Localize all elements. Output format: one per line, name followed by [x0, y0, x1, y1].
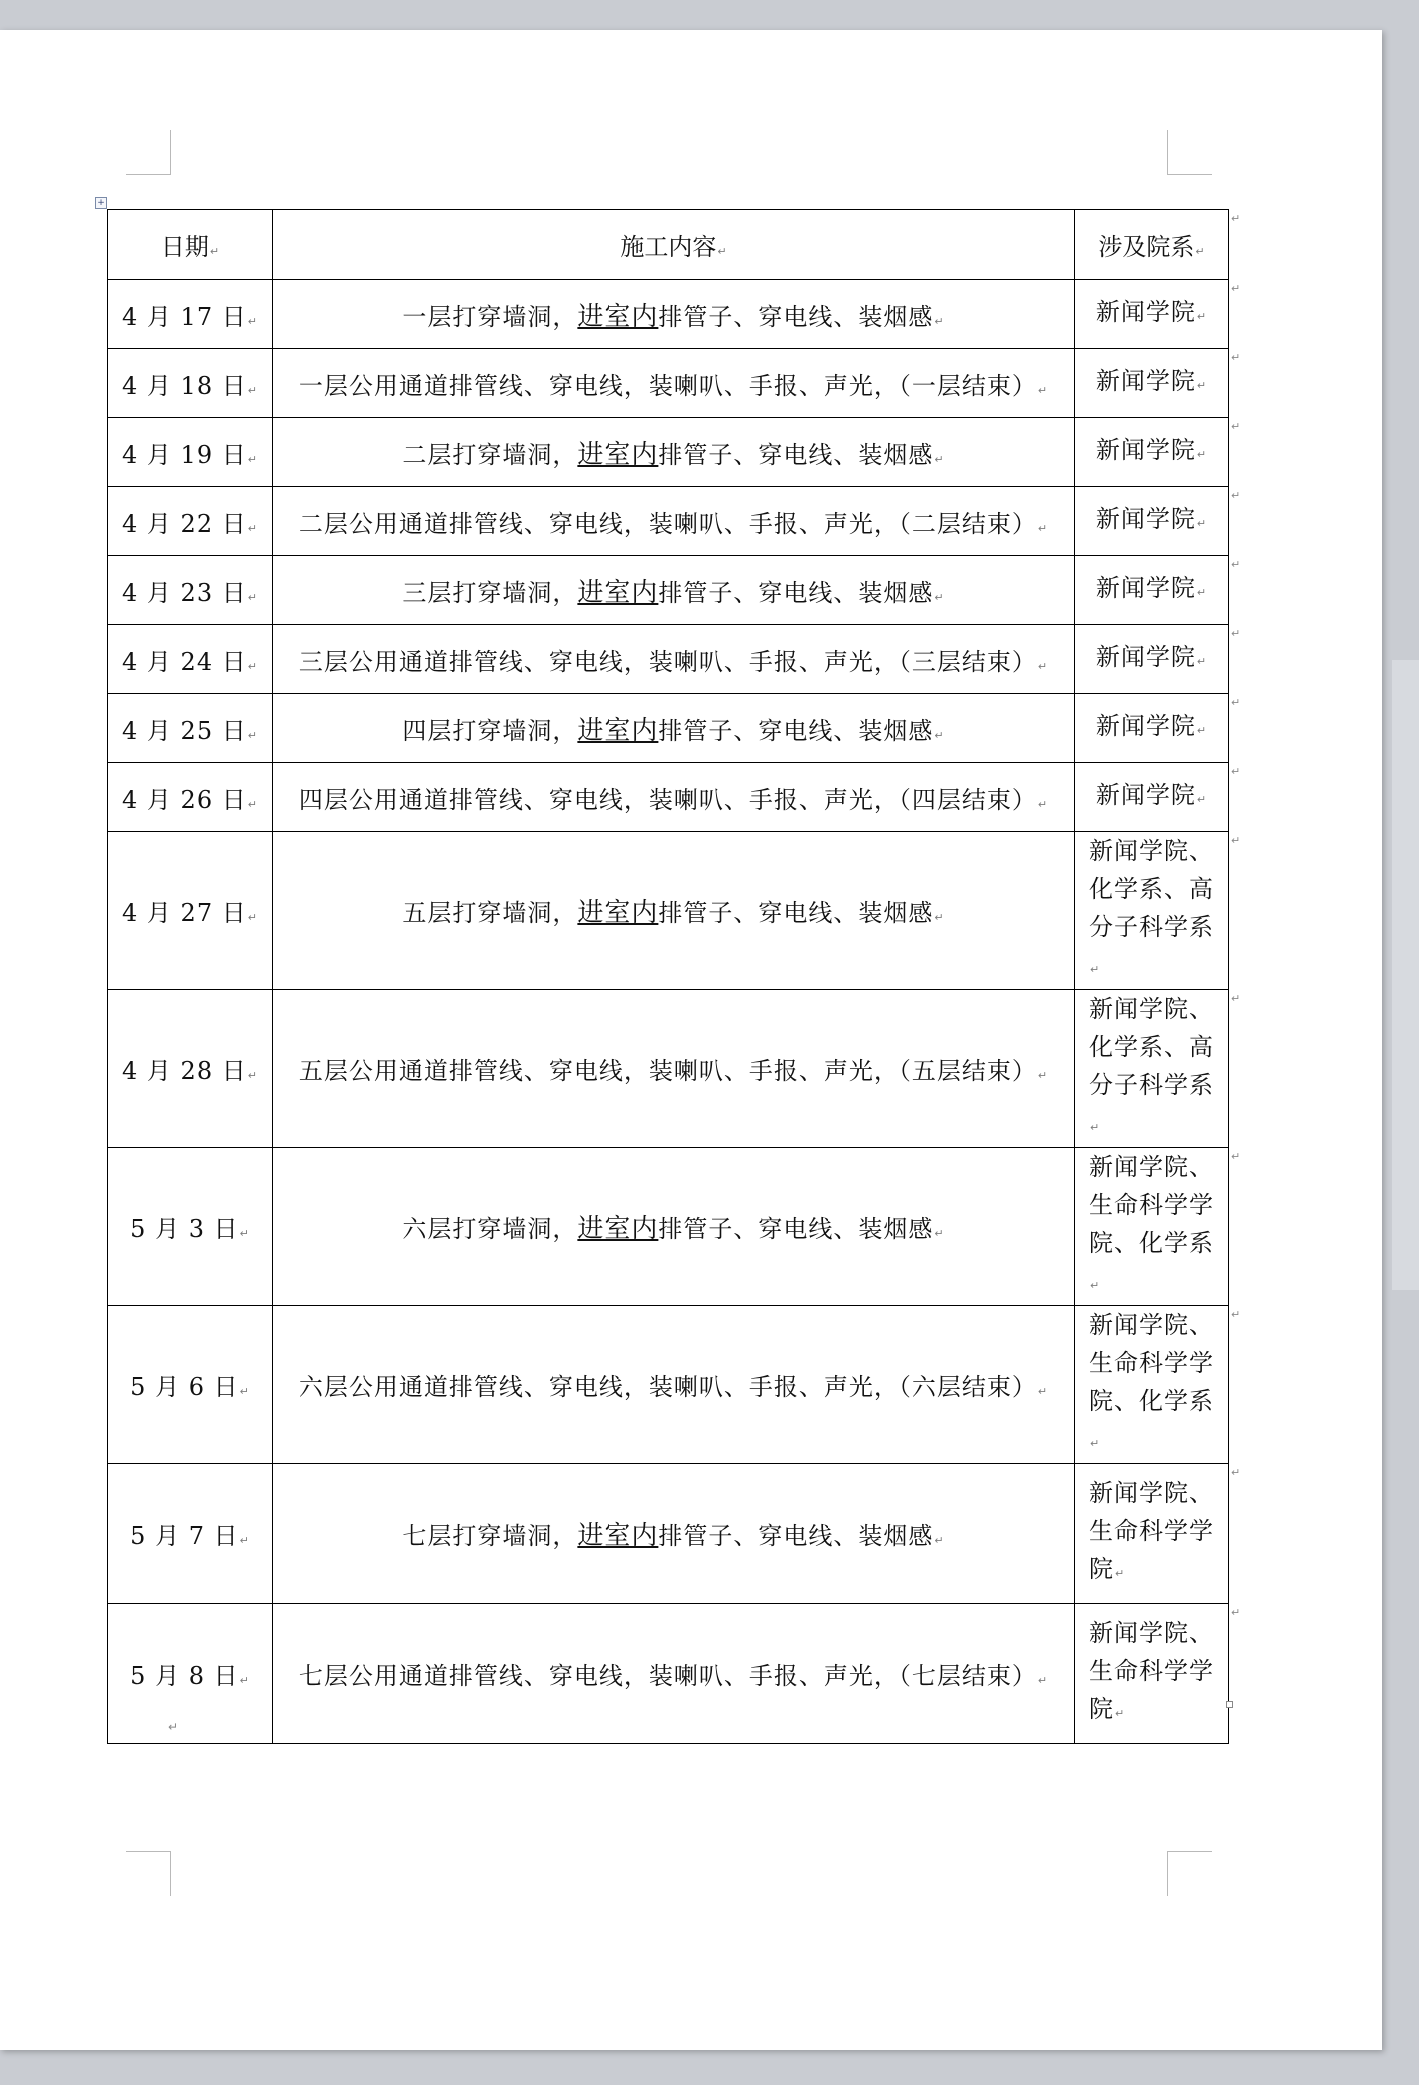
content-cell — [273, 625, 1075, 694]
row-end-mark: ↵ — [1231, 350, 1241, 364]
paragraph-mark: ↵ — [1196, 309, 1208, 323]
date-cell — [108, 280, 273, 349]
table-row — [108, 1148, 1229, 1306]
content-text: 六层公用通道排管线、穿电线，装喇叭、手报、声光，（六层结束） — [298, 1373, 1037, 1401]
row-end-mark: ↵ — [1231, 695, 1241, 709]
date-text: 4 月 18 日 — [122, 371, 247, 400]
departments-cell — [1075, 418, 1229, 487]
content-cell — [273, 1464, 1075, 1604]
departments-cell — [1075, 1306, 1229, 1464]
content-underlined-text: 进室内 — [577, 1214, 659, 1244]
paragraph-mark: ↵ — [247, 314, 258, 328]
paragraph-mark: ↵ — [934, 314, 945, 328]
paragraph-mark: ↵ — [247, 521, 258, 535]
departments-text: 新闻学院 — [1095, 642, 1196, 671]
date-text: 5 月 3 日 — [130, 1215, 239, 1243]
paragraph-mark: ↵ — [239, 1534, 250, 1547]
crop-mark-top-left — [126, 130, 171, 175]
content-cell — [273, 694, 1075, 763]
content-text: 三层公用通道排管线、穿电线，装喇叭、手报、声光，（三层结束） — [298, 647, 1037, 676]
content-cell — [273, 1604, 1075, 1744]
content-underlined-text: 进室内 — [577, 301, 659, 332]
row-end-mark: ↵ — [1231, 281, 1241, 295]
paragraph-mark: ↵ — [934, 452, 945, 466]
departments-text: 新闻学院 — [1095, 504, 1196, 533]
paragraph-mark: ↵ — [247, 590, 258, 604]
departments-cell — [1075, 990, 1229, 1148]
content-text: 四层打穿墙洞， — [402, 716, 578, 745]
paragraph-mark: ↵ — [1090, 1279, 1101, 1292]
content-cell — [273, 418, 1075, 487]
date-cell — [108, 418, 273, 487]
table-row — [108, 556, 1229, 625]
row-end-mark: ↵ — [1231, 1605, 1241, 1619]
content-cell — [273, 556, 1075, 625]
table-row — [108, 625, 1229, 694]
row-end-mark: ↵ — [1231, 1149, 1241, 1163]
paragraph-mark: ↵ — [1196, 792, 1208, 806]
date-text: 5 月 6 日 — [130, 1373, 239, 1401]
paragraph-mark: ↵ — [1037, 659, 1049, 673]
paragraph-mark: ↵ — [1115, 1567, 1126, 1580]
content-underlined-text: 进室内 — [577, 1521, 659, 1551]
paragraph-mark: ↵ — [247, 728, 258, 742]
departments-text: 新闻学院、生命科学学院 — [1089, 1619, 1214, 1723]
content-text: 四层公用通道排管线、穿电线，装喇叭、手报、声光，（四层结束） — [298, 785, 1037, 814]
departments-cell — [1075, 1604, 1229, 1744]
paragraph-mark: ↵ — [1037, 383, 1049, 397]
table-row — [108, 990, 1229, 1148]
date-text: 4 月 24 日 — [122, 647, 247, 676]
row-end-mark: ↵ — [1231, 764, 1241, 778]
date-cell — [108, 990, 273, 1148]
paragraph-mark: ↵ — [1115, 1707, 1126, 1720]
date-text: 5 月 7 日 — [130, 1522, 239, 1550]
content-text: 七层打穿墙洞， — [402, 1522, 578, 1550]
date-cell — [108, 1464, 273, 1604]
content-cell — [273, 487, 1075, 556]
date-cell — [108, 1306, 273, 1464]
paragraph-mark: ↵ — [1037, 1385, 1049, 1398]
paragraph-mark: ↵ — [934, 1534, 945, 1547]
table-row — [108, 763, 1229, 832]
departments-text: 新闻学院、生命科学学院、化学系 — [1089, 1311, 1214, 1415]
paragraph-mark: ↵ — [1196, 585, 1208, 599]
content-text: 六层打穿墙洞， — [402, 1215, 578, 1243]
paragraph-mark: ↵ — [934, 728, 945, 742]
content-text: 二层打穿墙洞， — [402, 440, 578, 469]
date-cell — [108, 1148, 273, 1306]
content-text-tail: 排管子、穿电线、装烟感 — [658, 716, 934, 745]
date-cell — [108, 556, 273, 625]
content-cell — [273, 763, 1075, 832]
content-cell — [273, 832, 1075, 990]
departments-text: 新闻学院 — [1095, 711, 1196, 740]
date-cell — [108, 694, 273, 763]
table-row — [108, 280, 1229, 349]
table-resize-handle[interactable] — [1226, 1701, 1233, 1708]
date-text: 4 月 23 日 — [122, 578, 247, 607]
paragraph-mark: ↵ — [934, 1227, 945, 1240]
header-departments: 涉及院系↵ — [1075, 210, 1229, 280]
table-row — [108, 418, 1229, 487]
paragraph-mark: ↵ — [247, 383, 258, 397]
departments-cell — [1075, 1464, 1229, 1604]
departments-cell — [1075, 694, 1229, 763]
table-move-handle-icon[interactable]: + — [95, 197, 107, 209]
table-row — [108, 832, 1229, 990]
date-text: 4 月 28 日 — [122, 1057, 247, 1085]
content-cell — [273, 990, 1075, 1148]
paragraph-mark: ↵ — [247, 1069, 258, 1082]
departments-cell — [1075, 280, 1229, 349]
content-text-tail: 排管子、穿电线、装烟感 — [658, 899, 934, 927]
paragraph-mark: ↵ — [1196, 378, 1208, 392]
content-underlined-text: 进室内 — [577, 577, 659, 608]
paragraph-mark: ↵ — [1037, 1069, 1049, 1082]
row-end-mark: ↵ — [1231, 419, 1241, 433]
content-cell — [273, 349, 1075, 418]
paragraph-mark: ↵ — [1037, 797, 1049, 811]
scrollbar-track[interactable] — [1392, 660, 1419, 1290]
departments-cell — [1075, 349, 1229, 418]
paragraph-mark: ↵ — [239, 1227, 250, 1240]
departments-text: 新闻学院 — [1095, 435, 1196, 464]
table-row — [108, 1464, 1229, 1604]
date-text: 4 月 27 日 — [122, 899, 247, 927]
table-header-row — [108, 210, 1229, 280]
content-cell — [273, 280, 1075, 349]
table-row — [108, 349, 1229, 418]
paragraph-mark: ↵ — [1196, 654, 1208, 668]
departments-text: 新闻学院 — [1095, 573, 1196, 602]
content-underlined-text: 进室内 — [577, 898, 659, 928]
content-text: 三层打穿墙洞， — [402, 578, 578, 607]
content-text-tail: 排管子、穿电线、装烟感 — [658, 1522, 934, 1550]
table-row — [108, 1306, 1229, 1464]
date-cell — [108, 625, 273, 694]
row-end-mark: ↵ — [1231, 626, 1241, 640]
paragraph-mark: ↵ — [1196, 723, 1208, 737]
row-end-mark: ↵ — [1231, 557, 1241, 571]
content-text-tail: 排管子、穿电线、装烟感 — [658, 1215, 934, 1243]
paragraph-mark: ↵ — [247, 797, 258, 811]
row-end-mark: ↵ — [1231, 1465, 1241, 1479]
paragraph-mark: ↵ — [1090, 1437, 1101, 1450]
content-text-tail: 排管子、穿电线、装烟感 — [658, 578, 934, 607]
departments-text: 新闻学院 — [1095, 780, 1196, 809]
paragraph-mark: ↵ — [247, 452, 258, 466]
row-end-mark: ↵ — [1231, 488, 1241, 502]
departments-text: 新闻学院、化学系、高分子科学系 — [1089, 995, 1214, 1099]
end-paragraph-mark: ↵ — [168, 1720, 179, 1734]
date-cell — [108, 1604, 273, 1744]
row-end-mark: ↵ — [1231, 991, 1241, 1005]
departments-text: 新闻学院 — [1095, 297, 1196, 326]
date-cell — [108, 763, 273, 832]
departments-cell — [1075, 625, 1229, 694]
departments-cell — [1075, 1148, 1229, 1306]
table-row — [108, 694, 1229, 763]
content-text: 五层打穿墙洞， — [402, 899, 578, 927]
date-cell — [108, 487, 273, 556]
content-cell — [273, 1306, 1075, 1464]
header-content: 施工内容↵ — [273, 210, 1075, 280]
content-text: 二层公用通道排管线、穿电线，装喇叭、手报、声光，（二层结束） — [298, 509, 1037, 538]
date-text: 4 月 19 日 — [122, 440, 247, 469]
schedule-table — [107, 209, 1229, 1744]
paragraph-mark: ↵ — [934, 590, 945, 604]
date-text: 4 月 17 日 — [122, 302, 247, 331]
paragraph-mark: ↵ — [1037, 1674, 1049, 1687]
table-row — [108, 1604, 1229, 1744]
paragraph-mark: ↵ — [1090, 963, 1101, 976]
crop-mark-top-right — [1167, 130, 1212, 175]
row-end-mark: ↵ — [1231, 1307, 1241, 1321]
paragraph-mark: ↵ — [1196, 516, 1208, 530]
crop-mark-bottom-left — [126, 1851, 171, 1896]
departments-text: 新闻学院 — [1095, 366, 1196, 395]
date-text: 4 月 26 日 — [122, 785, 247, 814]
content-underlined-text: 进室内 — [577, 715, 659, 746]
departments-cell — [1075, 487, 1229, 556]
departments-text: 新闻学院、生命科学学院、化学系 — [1089, 1153, 1214, 1257]
content-text: 五层公用通道排管线、穿电线，装喇叭、手报、声光，（五层结束） — [298, 1057, 1037, 1085]
paragraph-mark: ↵ — [239, 1385, 250, 1398]
row-end-mark: ↵ — [1231, 833, 1241, 847]
crop-mark-bottom-right — [1167, 1851, 1212, 1896]
paragraph-mark: ↵ — [239, 1674, 250, 1687]
content-text-tail: 排管子、穿电线、装烟感 — [658, 440, 934, 469]
date-cell — [108, 832, 273, 990]
table-row — [108, 487, 1229, 556]
content-text: 一层打穿墙洞， — [402, 302, 578, 331]
departments-cell — [1075, 832, 1229, 990]
content-cell — [273, 1148, 1075, 1306]
date-cell — [108, 349, 273, 418]
departments-text: 新闻学院、化学系、高分子科学系 — [1089, 837, 1214, 941]
paragraph-mark: ↵ — [247, 911, 258, 924]
content-text: 一层公用通道排管线、穿电线，装喇叭、手报、声光，（一层结束） — [298, 371, 1037, 400]
content-underlined-text: 进室内 — [577, 439, 659, 470]
paragraph-mark: ↵ — [1037, 521, 1049, 535]
paragraph-mark: ↵ — [1196, 447, 1208, 461]
date-text: 4 月 22 日 — [122, 509, 247, 538]
date-text: 4 月 25 日 — [122, 716, 247, 745]
header-date: 日期↵ — [108, 210, 273, 280]
paragraph-mark: ↵ — [934, 911, 945, 924]
departments-cell — [1075, 763, 1229, 832]
date-text: 5 月 8 日 — [130, 1662, 239, 1690]
content-text: 七层公用通道排管线、穿电线，装喇叭、手报、声光，（七层结束） — [298, 1662, 1037, 1690]
paragraph-mark: ↵ — [1090, 1121, 1101, 1134]
row-end-mark: ↵ — [1231, 211, 1241, 225]
departments-text: 新闻学院、生命科学学院 — [1089, 1479, 1214, 1583]
paragraph-mark: ↵ — [247, 659, 258, 673]
departments-cell — [1075, 556, 1229, 625]
content-text-tail: 排管子、穿电线、装烟感 — [658, 302, 934, 331]
